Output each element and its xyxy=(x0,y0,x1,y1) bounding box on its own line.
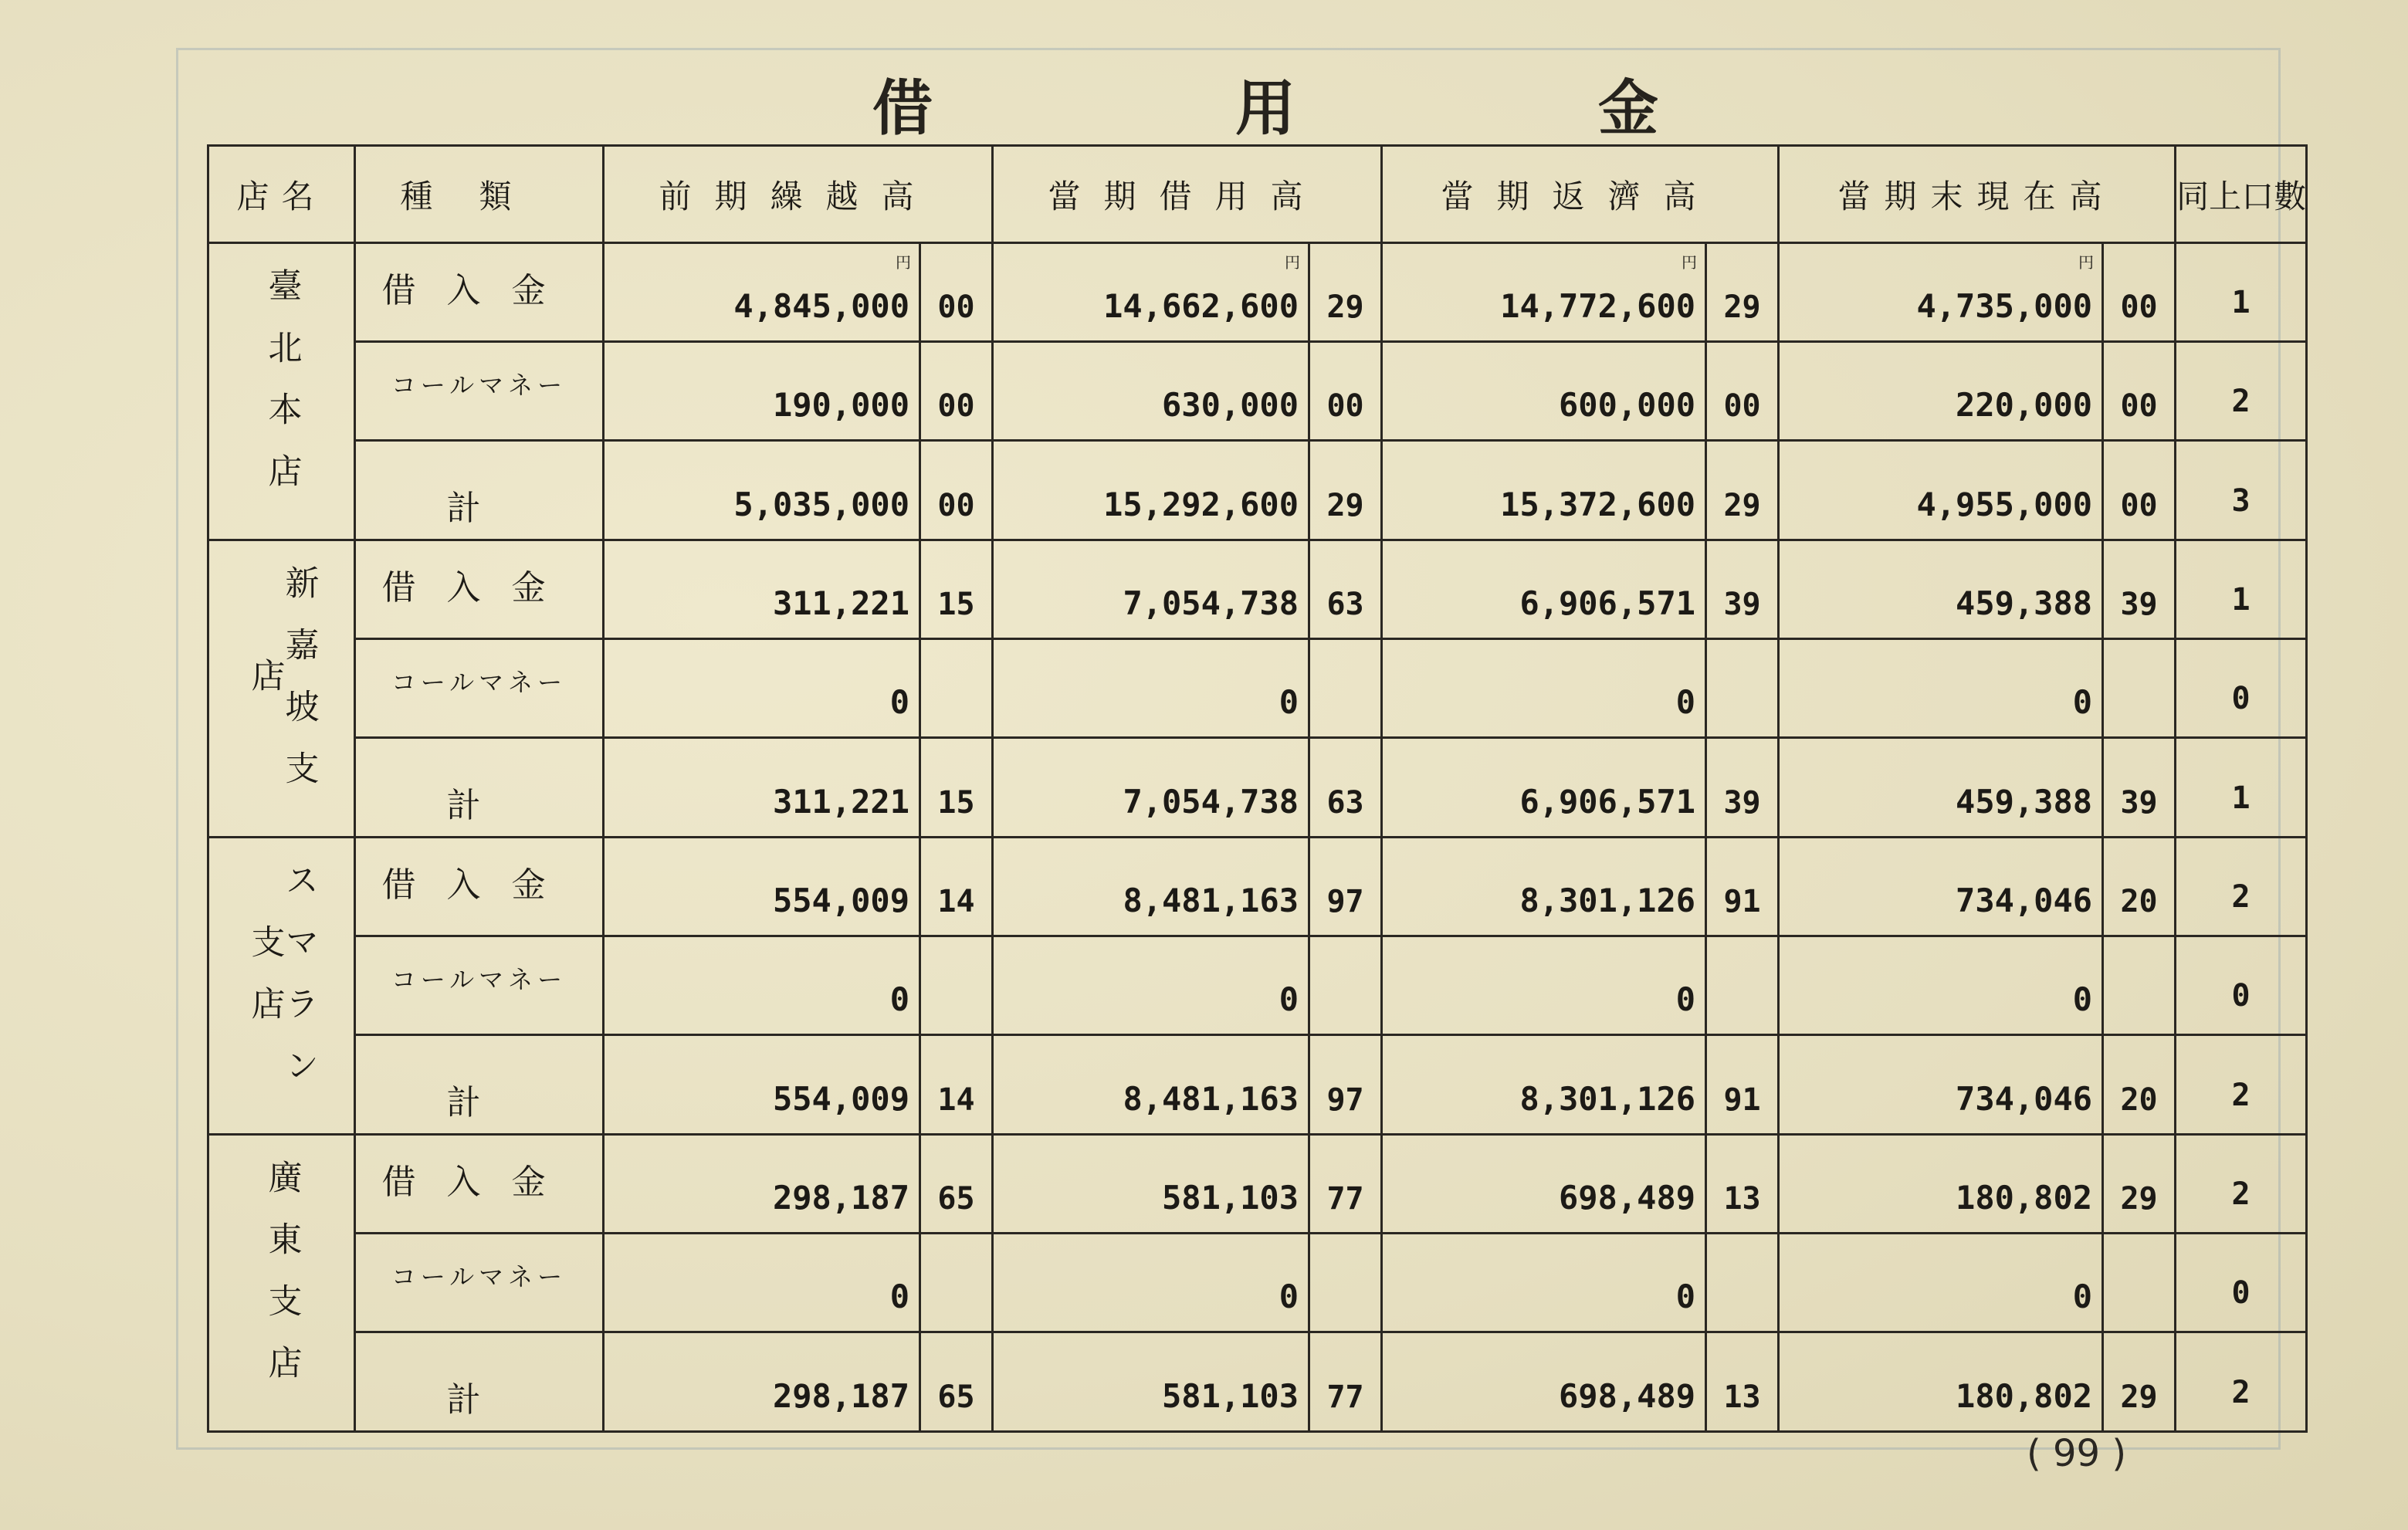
amount-sen: 65 xyxy=(920,1332,993,1432)
yen-value: 0 xyxy=(1675,1278,1696,1315)
amount-sen: 63 xyxy=(1309,738,1382,838)
kind-label: コールマネー xyxy=(391,371,567,400)
amount-sen: 00 xyxy=(1706,342,1779,441)
amount-sen: 00 xyxy=(2103,243,2176,342)
yen-value: 6,906,571 xyxy=(1519,783,1696,821)
table-row xyxy=(208,639,2307,738)
amount-sen: 14 xyxy=(920,838,993,936)
title-char-3: 金 xyxy=(1598,73,1659,144)
amount-yen xyxy=(993,1332,1309,1432)
amount-yen xyxy=(993,540,1309,639)
yen-value: 0 xyxy=(1279,683,1299,721)
kind-cell xyxy=(355,342,604,441)
yen-value: 4,735,000 xyxy=(1916,287,2093,325)
account-count: 1 xyxy=(2176,540,2307,639)
kind-label: 借入金 xyxy=(381,271,577,310)
yen-value: 0 xyxy=(1675,683,1696,721)
amount-yen xyxy=(604,639,920,738)
yen-value: 0 xyxy=(1279,1278,1299,1315)
table-row xyxy=(208,838,2307,936)
kind-label: コールマネー xyxy=(391,965,567,994)
amount-sen: 63 xyxy=(1309,540,1382,639)
amount-yen xyxy=(1382,1035,1706,1135)
amount-yen xyxy=(1779,1332,2103,1432)
amount-yen xyxy=(1382,540,1706,639)
amount-yen xyxy=(1382,1332,1706,1432)
kind-cell xyxy=(355,738,604,838)
yen-value: 0 xyxy=(889,980,909,1018)
yen-value: 14,772,600 xyxy=(1500,287,1696,325)
yen-value: 630,000 xyxy=(1162,386,1299,424)
account-count: 2 xyxy=(2176,1135,2307,1234)
amount-sen: 14 xyxy=(920,1035,993,1135)
yen-value: 459,388 xyxy=(1956,584,2093,622)
amount-sen: 00 xyxy=(2103,441,2176,540)
amount-sen xyxy=(920,936,993,1035)
amount-sen: 29 xyxy=(1309,243,1382,342)
amount-yen xyxy=(1779,639,2103,738)
branch-name: 臺北本店 xyxy=(208,243,355,540)
kind-cell xyxy=(355,1234,604,1332)
yen-value: 0 xyxy=(1675,980,1696,1018)
amount-yen xyxy=(604,1234,920,1332)
header-borrow: 當期借用高 xyxy=(993,146,1382,243)
amount-yen xyxy=(993,738,1309,838)
amount-yen xyxy=(604,936,920,1035)
amount-sen: 91 xyxy=(1706,1035,1779,1135)
account-count: 1 xyxy=(2176,243,2307,342)
amount-sen xyxy=(1309,936,1382,1035)
account-count: 0 xyxy=(2176,639,2307,738)
amount-yen xyxy=(1382,936,1706,1035)
amount-sen: 00 xyxy=(920,441,993,540)
yen-value: 6,906,571 xyxy=(1519,584,1696,622)
amount-yen xyxy=(1382,441,1706,540)
branch-name: 新嘉坡支店 xyxy=(208,540,355,838)
yen-value: 698,489 xyxy=(1559,1377,1696,1415)
yen-value: 734,046 xyxy=(1956,882,2093,919)
yen-value: 298,187 xyxy=(772,1179,909,1217)
yen-value: 0 xyxy=(2072,683,2093,721)
yen-value: 311,221 xyxy=(772,783,909,821)
yen-value: 581,103 xyxy=(1162,1179,1299,1217)
yen-value: 0 xyxy=(889,683,909,721)
yen-value: 600,000 xyxy=(1559,386,1696,424)
amount-yen xyxy=(993,639,1309,738)
amount-sen: 13 xyxy=(1706,1135,1779,1234)
yen-value: 554,009 xyxy=(772,882,909,919)
amount-yen xyxy=(604,540,920,639)
ledger-body xyxy=(208,243,2307,1432)
yen-value: 180,802 xyxy=(1956,1377,2093,1415)
amount-sen: 97 xyxy=(1309,1035,1382,1135)
yen-value: 4,845,000 xyxy=(733,287,909,325)
amount-sen: 91 xyxy=(1706,838,1779,936)
kind-label: コールマネー xyxy=(391,1262,567,1291)
amount-sen xyxy=(1706,1234,1779,1332)
amount-sen: 00 xyxy=(920,243,993,342)
yen-value: 8,301,126 xyxy=(1519,882,1696,919)
kind-cell xyxy=(355,1332,604,1432)
amount-yen xyxy=(1382,738,1706,838)
kind-cell xyxy=(355,441,604,540)
account-count: 1 xyxy=(2176,738,2307,838)
yen-unit-mark: 円 xyxy=(1682,253,1698,272)
account-count: 0 xyxy=(2176,936,2307,1035)
amount-sen xyxy=(1706,639,1779,738)
amount-sen: 77 xyxy=(1309,1135,1382,1234)
table-row xyxy=(208,243,2307,342)
amount-sen: 00 xyxy=(2103,342,2176,441)
table-row xyxy=(208,936,2307,1035)
kind-cell xyxy=(355,540,604,639)
amount-yen xyxy=(993,1035,1309,1135)
account-count: 2 xyxy=(2176,1035,2307,1135)
page-number: ( 99 ) xyxy=(2027,1432,2127,1475)
amount-sen: 20 xyxy=(2103,838,2176,936)
kind-cell xyxy=(355,1135,604,1234)
yen-unit-mark: 円 xyxy=(896,253,911,272)
yen-value: 0 xyxy=(2072,980,2093,1018)
amount-yen xyxy=(993,838,1309,936)
amount-yen xyxy=(604,1135,920,1234)
yen-value: 698,489 xyxy=(1559,1179,1696,1217)
yen-value: 15,372,600 xyxy=(1500,486,1696,523)
yen-value: 7,054,738 xyxy=(1123,584,1299,622)
amount-sen xyxy=(2103,639,2176,738)
kind-label: 計 xyxy=(446,1380,512,1420)
amount-yen xyxy=(993,243,1309,342)
kind-label: 計 xyxy=(446,489,512,528)
borrowed-money-table xyxy=(207,144,2308,1433)
amount-sen: 00 xyxy=(1309,342,1382,441)
amount-yen xyxy=(1779,1035,2103,1135)
amount-sen xyxy=(1706,936,1779,1035)
amount-sen: 29 xyxy=(1706,243,1779,342)
amount-yen xyxy=(1382,342,1706,441)
amount-yen xyxy=(993,1234,1309,1332)
amount-yen xyxy=(1779,540,2103,639)
amount-sen: 15 xyxy=(920,738,993,838)
yen-value: 0 xyxy=(2072,1278,2093,1315)
yen-value: 5,035,000 xyxy=(733,486,909,523)
amount-sen: 15 xyxy=(920,540,993,639)
yen-value: 8,481,163 xyxy=(1123,882,1299,919)
amount-sen: 29 xyxy=(1706,441,1779,540)
amount-sen: 39 xyxy=(2103,738,2176,838)
amount-sen xyxy=(920,1234,993,1332)
amount-yen xyxy=(604,441,920,540)
amount-yen xyxy=(993,1135,1309,1234)
account-count: 2 xyxy=(2176,342,2307,441)
amount-sen xyxy=(1309,1234,1382,1332)
kind-cell xyxy=(355,243,604,342)
header-end: 當期末現在高 xyxy=(1779,146,2176,243)
account-count: 3 xyxy=(2176,441,2307,540)
amount-yen xyxy=(604,1035,920,1135)
kind-label: コールマネー xyxy=(391,668,567,697)
amount-yen xyxy=(993,936,1309,1035)
yen-value: 190,000 xyxy=(772,386,909,424)
kind-label: 借入金 xyxy=(381,1163,577,1202)
yen-value: 554,009 xyxy=(772,1080,909,1118)
account-count: 0 xyxy=(2176,1234,2307,1332)
amount-yen xyxy=(1382,1234,1706,1332)
table-row xyxy=(208,540,2307,639)
amount-yen xyxy=(604,243,920,342)
yen-value: 459,388 xyxy=(1956,783,2093,821)
kind-label: 借入金 xyxy=(381,568,577,608)
header-shop: 店名 xyxy=(208,146,355,243)
amount-yen xyxy=(1382,639,1706,738)
amount-sen: 13 xyxy=(1706,1332,1779,1432)
title-char-1: 借 xyxy=(872,73,933,144)
amount-sen: 29 xyxy=(2103,1135,2176,1234)
table-row xyxy=(208,1035,2307,1135)
amount-sen: 39 xyxy=(1706,738,1779,838)
yen-value: 15,292,600 xyxy=(1103,486,1299,523)
kind-cell xyxy=(355,936,604,1035)
amount-yen xyxy=(1779,838,2103,936)
amount-sen: 39 xyxy=(2103,540,2176,639)
header-repay: 當期返濟高 xyxy=(1382,146,1779,243)
kind-label: 計 xyxy=(446,1083,512,1122)
amount-yen xyxy=(604,838,920,936)
yen-value: 220,000 xyxy=(1956,386,2093,424)
kind-cell xyxy=(355,1035,604,1135)
table-row xyxy=(208,1135,2307,1234)
account-count: 2 xyxy=(2176,838,2307,936)
amount-sen: 00 xyxy=(920,342,993,441)
amount-yen xyxy=(1779,936,2103,1035)
yen-value: 311,221 xyxy=(772,584,909,622)
kind-cell xyxy=(355,838,604,936)
yen-value: 734,046 xyxy=(1956,1080,2093,1118)
kind-cell xyxy=(355,639,604,738)
amount-sen: 65 xyxy=(920,1135,993,1234)
yen-value: 581,103 xyxy=(1162,1377,1299,1415)
amount-yen xyxy=(1779,738,2103,838)
amount-yen xyxy=(993,441,1309,540)
amount-yen xyxy=(604,342,920,441)
branch-name: 廣東支店 xyxy=(208,1135,355,1432)
amount-yen xyxy=(1779,1135,2103,1234)
kind-label: 借入金 xyxy=(381,865,577,905)
header-row xyxy=(208,146,2307,243)
yen-unit-mark: 円 xyxy=(1285,253,1301,272)
amount-yen xyxy=(1382,243,1706,342)
yen-value: 180,802 xyxy=(1956,1179,2093,1217)
amount-yen xyxy=(1382,838,1706,936)
yen-value: 4,955,000 xyxy=(1916,486,2093,523)
yen-value: 298,187 xyxy=(772,1377,909,1415)
amount-sen xyxy=(2103,1234,2176,1332)
table-row xyxy=(208,1234,2307,1332)
yen-value: 0 xyxy=(1279,980,1299,1018)
amount-sen: 20 xyxy=(2103,1035,2176,1135)
amount-yen xyxy=(1779,342,2103,441)
table-row xyxy=(208,441,2307,540)
amount-sen: 97 xyxy=(1309,838,1382,936)
account-count: 2 xyxy=(2176,1332,2307,1432)
amount-sen xyxy=(1309,639,1382,738)
header-count: 同上口數 xyxy=(2176,146,2307,243)
amount-yen xyxy=(604,738,920,838)
header-kind: 種類 xyxy=(355,146,604,243)
amount-yen xyxy=(1779,441,2103,540)
title-char-2: 用 xyxy=(1235,73,1296,144)
amount-sen: 29 xyxy=(2103,1332,2176,1432)
header-prev: 前期繰越高 xyxy=(604,146,993,243)
table-row xyxy=(208,342,2307,441)
amount-yen xyxy=(604,1332,920,1432)
table-row xyxy=(208,738,2307,838)
yen-unit-mark: 円 xyxy=(2078,253,2095,272)
table-row xyxy=(208,1332,2307,1432)
amount-sen: 39 xyxy=(1706,540,1779,639)
amount-sen xyxy=(920,639,993,738)
amount-yen xyxy=(1779,1234,2103,1332)
amount-yen xyxy=(993,342,1309,441)
amount-sen: 77 xyxy=(1309,1332,1382,1432)
yen-value: 8,301,126 xyxy=(1519,1080,1696,1118)
yen-value: 0 xyxy=(889,1278,909,1315)
amount-sen xyxy=(2103,936,2176,1035)
yen-value: 7,054,738 xyxy=(1123,783,1299,821)
yen-value: 8,481,163 xyxy=(1123,1080,1299,1118)
amount-sen: 29 xyxy=(1309,441,1382,540)
yen-value: 14,662,600 xyxy=(1103,287,1299,325)
kind-label: 計 xyxy=(446,786,512,825)
amount-yen xyxy=(1779,243,2103,342)
amount-yen xyxy=(1382,1135,1706,1234)
branch-name: スマラン支店 xyxy=(208,838,355,1135)
